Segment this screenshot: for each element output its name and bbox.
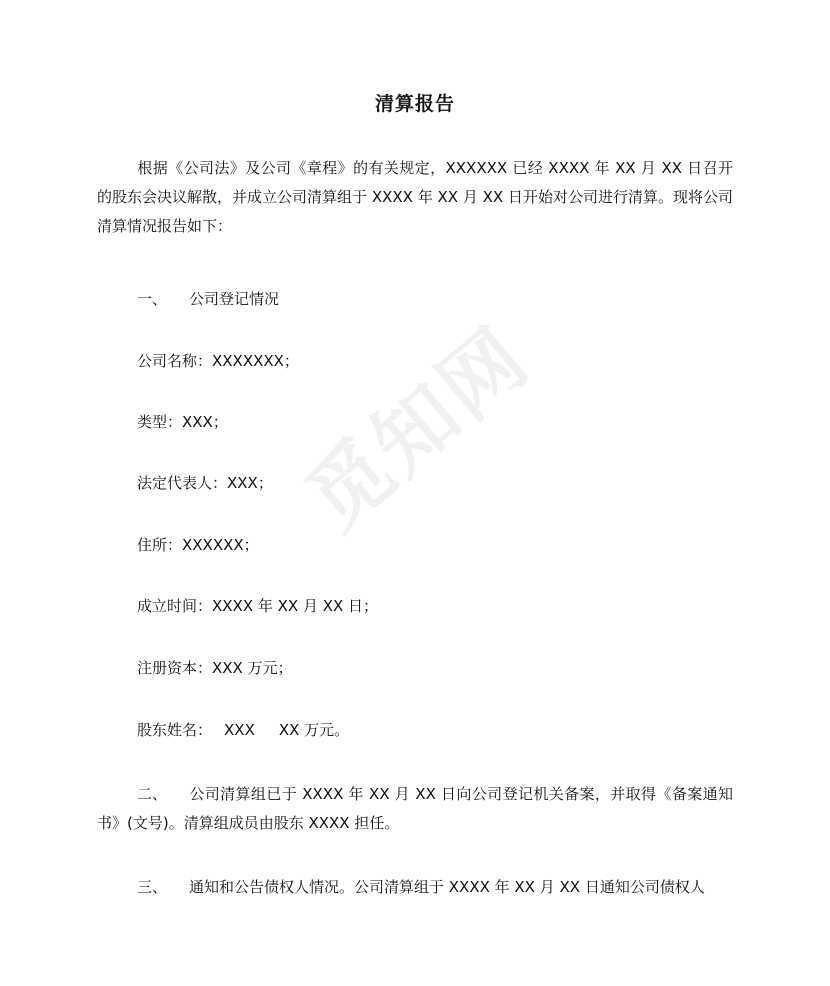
document-title: 清算报告	[374, 93, 455, 115]
field-address: 住所：XXXXXX；	[137, 536, 259, 554]
section-2-text: 公司清算组已于 XXXX 年 XX 月 XX 日向公司登记机关备案，并取得《备案通知书》(文号)。清算组成员由股东 XXXX 担任。	[97, 785, 733, 832]
field-registered-capital: 注册资本：XXX 万元；	[137, 659, 293, 677]
section-3-text: 通知和公告债权人情况。公司清算组于 XXXX 年 XX 月 XX 日通知公司债权人	[189, 878, 705, 896]
section-2-paragraph	[97, 780, 733, 838]
field-company-name: 公司名称：XXXXXXX；	[137, 352, 299, 370]
field-type: 类型：XXX；	[137, 413, 228, 431]
section-3-paragraph	[97, 873, 733, 902]
intro-paragraph	[97, 154, 733, 241]
shareholder-name: XXX	[224, 721, 255, 739]
section-2-number: 二、	[137, 785, 168, 803]
section-1-title: 公司登记情况	[189, 290, 280, 308]
field-shareholder	[137, 716, 349, 745]
section-3-number: 三、	[137, 878, 168, 896]
section-1-number: 一、	[137, 290, 168, 308]
shareholder-label: 股东姓名：	[137, 721, 213, 739]
shareholder-amount: XX 万元。	[278, 721, 350, 739]
intro-text: 根据《公司法》及公司《章程》的有关规定，XXXXXX 已经 XXXX 年 XX 月 XX 日召开的股东会决议解散，并成立公司清算组于 XXXX 年 XX 月 XX 日开始对公司进行清算。现将公司清算情况报告如下：	[97, 159, 733, 235]
section-1-heading	[97, 285, 733, 314]
field-legal-representative: 法定代表人：XXX；	[137, 474, 273, 492]
field-established-date: 成立时间：XXXX 年 XX 月 XX 日；	[137, 597, 379, 615]
watermark: 觅知网	[289, 309, 548, 549]
